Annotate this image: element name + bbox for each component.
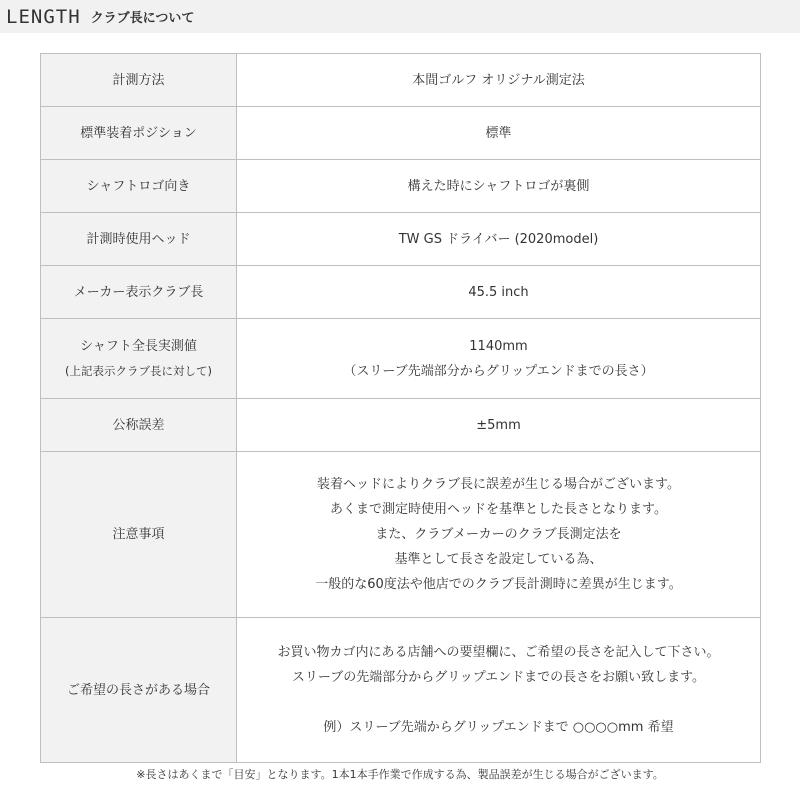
value-line: 1140mm	[469, 338, 528, 354]
row-value	[237, 399, 761, 452]
value-line: TW GS ドライバー (2020model)	[398, 231, 599, 247]
row-value	[237, 160, 761, 213]
table-row	[41, 452, 761, 618]
value-line: 45.5 inch	[468, 284, 529, 300]
value-line: 一般的な60度法や他店でのクラブ長計測時に差異が生じます。	[315, 577, 682, 592]
row-label-sub: (上記表示クラブ長に対して)	[65, 363, 212, 378]
value-line: 例）スリーブ先端からグリップエンドまで ○○○○mm 希望	[323, 720, 674, 735]
table-row	[41, 266, 761, 319]
row-value	[237, 54, 761, 107]
row-value	[237, 266, 761, 319]
row-label: ご希望の長さがある場合	[41, 618, 237, 763]
row-label: 計測方法	[41, 54, 237, 107]
row-label: シャフトロゴ向き	[41, 160, 237, 213]
header-title-ja: クラブ長について	[90, 11, 195, 26]
value-line: ±5mm	[476, 417, 521, 433]
row-value	[237, 319, 761, 399]
row-label: 公称誤差	[41, 399, 237, 452]
table-row	[41, 399, 761, 452]
section-header	[0, 0, 800, 33]
row-label-main: シャフト全長実測値	[80, 338, 197, 354]
value-line: また、クラブメーカーのクラブ長測定法を	[375, 527, 622, 542]
value-line: あくまで測定時使用ヘッドを基準とした長さとなります。	[330, 502, 667, 517]
value-line: お買い物カゴ内にある店舗への要望欄に、ご希望の長さを記入して下さい。	[277, 645, 720, 660]
value-line: 本間ゴルフ オリジナル測定法	[412, 72, 585, 88]
table-row	[41, 618, 761, 763]
value-line: 構えた時にシャフトロゴが裏側	[407, 178, 590, 194]
value-line: （スリーブ先端部分からグリップエンドまでの長さ）	[343, 363, 654, 379]
value-line: 基準として長さを設定している為、	[394, 552, 603, 567]
value-spacer	[241, 690, 756, 715]
row-label	[41, 319, 237, 399]
table-row	[41, 160, 761, 213]
row-value	[237, 107, 761, 160]
footnote: ※長さはあくまで「目安」となります。1本1本手作業で作成する為、製品誤差が生じる場合がございます。	[136, 768, 664, 781]
row-label: 計測時使用ヘッド	[41, 213, 237, 266]
value-line: スリーブの先端部分からグリップエンドまでの長さをお願い致します。	[291, 670, 706, 685]
header-title-en: LENGTH	[6, 5, 81, 28]
table-row	[41, 319, 761, 399]
row-value	[237, 452, 761, 618]
row-label: 標準装着ポジション	[41, 107, 237, 160]
table-row	[41, 107, 761, 160]
spec-table	[40, 53, 761, 763]
row-value	[237, 213, 761, 266]
table-row	[41, 213, 761, 266]
table-row	[41, 54, 761, 107]
value-line: 標準	[485, 125, 512, 141]
row-label: メーカー表示クラブ長	[41, 266, 237, 319]
row-value	[237, 618, 761, 763]
row-label: 注意事項	[41, 452, 237, 618]
value-line: 装着ヘッドによりクラブ長に誤差が生じる場合がございます。	[317, 477, 680, 492]
